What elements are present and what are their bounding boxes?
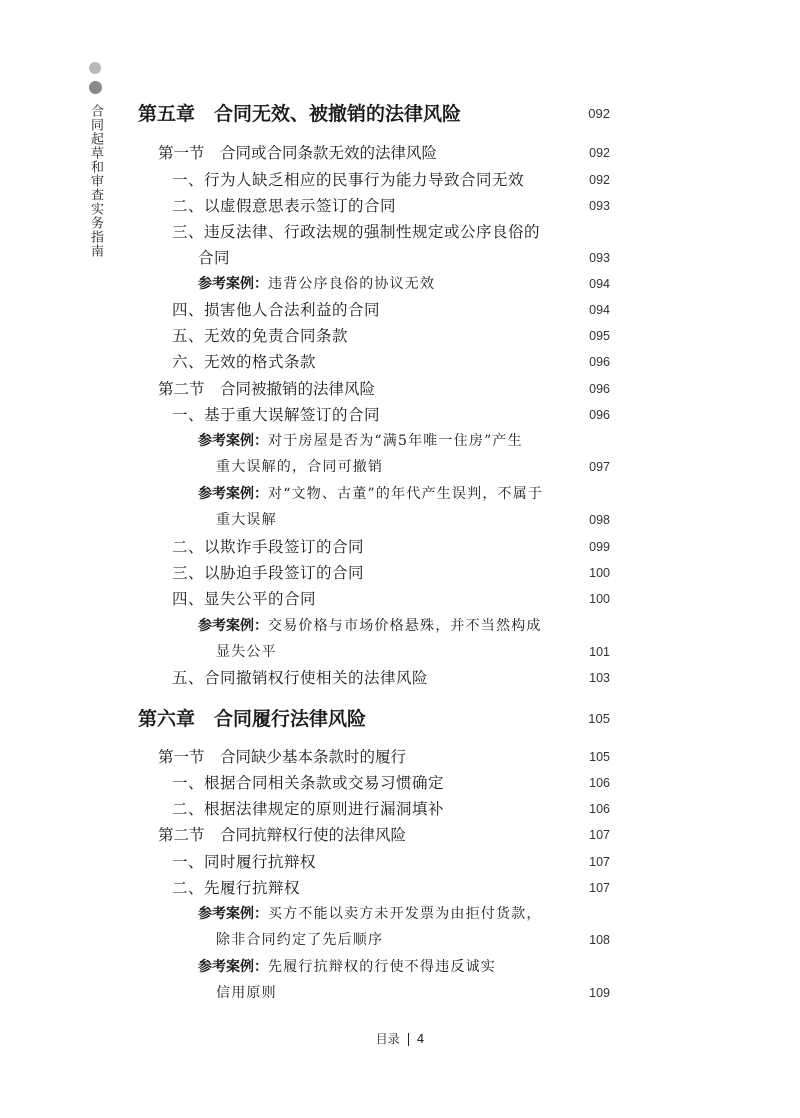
toc-entry-title: 四、显失公平的合同 [172, 590, 317, 608]
case-label: 参考案例： [198, 433, 268, 449]
toc-entry-item[interactable] [0, 586, 800, 612]
case-label: 参考案例： [198, 618, 268, 634]
toc-entry-chapter[interactable] [0, 706, 800, 732]
toc-entry-title: 第二节 合同被撤销的法律风险 [158, 380, 376, 398]
toc-entry-casecont[interactable] [0, 507, 800, 533]
toc-entry-item[interactable] [0, 770, 800, 796]
toc-entry-title: 二、以欺诈手段签订的合同 [172, 538, 365, 556]
toc-entry-case[interactable] [0, 271, 800, 297]
toc-page-number: 094 [589, 277, 610, 291]
toc-entry-title [198, 954, 496, 980]
toc-page-number: 101 [589, 645, 610, 659]
toc-entry-title: 第六章 合同履行法律风险 [138, 708, 367, 730]
toc-page-number: 100 [589, 592, 610, 606]
toc-entry-case[interactable] [0, 428, 800, 454]
toc-entry-item[interactable] [0, 167, 800, 193]
toc-entry-case[interactable] [0, 613, 800, 639]
toc-entry-title [198, 271, 435, 297]
toc-entry-title: 重大误解的，合同可撤销 [216, 459, 384, 475]
toc-page-number: 105 [589, 750, 610, 764]
toc-entry-title [198, 481, 543, 507]
toc-page-number: 092 [589, 173, 610, 187]
case-label: 参考案例： [198, 959, 268, 975]
toc-page-number: 092 [589, 146, 610, 160]
toc-entry-title: 合同 [198, 249, 231, 267]
toc-page-number: 095 [589, 329, 610, 343]
footer-divider [408, 1033, 409, 1046]
case-title: 对于房屋是否为“满5年唯一住房”产生 [268, 433, 523, 449]
toc-entry-item[interactable] [0, 219, 800, 245]
toc-page-number: 107 [589, 881, 610, 895]
toc-page-number: 109 [589, 986, 610, 1000]
toc-page-number: 098 [589, 513, 610, 527]
toc-entry-case[interactable] [0, 901, 800, 927]
toc-entry-title [198, 613, 542, 639]
toc-entry-item[interactable] [0, 665, 800, 691]
case-label: 参考案例： [198, 276, 268, 292]
toc-entry-chapter[interactable] [0, 101, 800, 127]
toc-entry-section[interactable] [0, 376, 800, 402]
toc-entry-section[interactable] [0, 140, 800, 166]
toc-entry-title: 二、根据法律规定的原则进行漏洞填补 [172, 800, 445, 818]
toc-entry-title [198, 428, 523, 454]
case-title: 买方不能以卖方未开发票为由拒付货款， [268, 906, 542, 922]
toc-entry-title: 三、违反法律、行政法规的强制性规定或公序良俗的 [172, 223, 541, 241]
toc-entry-item[interactable] [0, 349, 800, 375]
toc-entry-casecont[interactable] [0, 980, 800, 1006]
toc-entry-title: 五、无效的免责合同条款 [172, 327, 349, 345]
toc-entry-title: 第二节 合同抗辩权行使的法律风险 [158, 826, 407, 844]
toc-entry-casecont[interactable] [0, 927, 800, 953]
toc-page-number: 107 [589, 828, 610, 842]
case-title: 交易价格与市场价格悬殊，并不当然构成 [268, 618, 542, 634]
toc-page-number: 100 [589, 566, 610, 580]
toc-page-number: 092 [588, 106, 610, 121]
case-label: 参考案例： [198, 906, 268, 922]
toc-entry-title: 二、以虚假意思表示签订的合同 [172, 197, 397, 215]
toc-entry-title: 除非合同约定了先后顺序 [216, 932, 384, 948]
toc-entry-section[interactable] [0, 822, 800, 848]
toc-page-number: 094 [589, 303, 610, 317]
book-title-vertical: 合同起草和审查实务指南 [88, 104, 103, 258]
toc-entry-title: 显失公平 [216, 644, 277, 660]
toc-page-number: 103 [589, 671, 610, 685]
footer-page-number: 4 [416, 1032, 425, 1046]
toc-entry-item[interactable] [0, 560, 800, 586]
toc-entry-title [198, 901, 542, 927]
toc-entry-case[interactable] [0, 954, 800, 980]
toc-entry-title: 三、以胁迫手段签订的合同 [172, 564, 365, 582]
toc-page-number: 106 [589, 802, 610, 816]
case-title: 先履行抗辩权的行使不得违反诚实 [268, 959, 496, 975]
case-title: 对“文物、古董”的年代产生误判，不属于 [268, 486, 544, 502]
toc-entry-item[interactable] [0, 875, 800, 901]
toc-page-number: 093 [589, 251, 610, 265]
toc-entry-title: 第一节 合同缺少基本条款时的履行 [158, 748, 407, 766]
toc-entry-section[interactable] [0, 744, 800, 770]
footer-label: 目录 [375, 1032, 400, 1046]
toc-page-number: 093 [589, 199, 610, 213]
toc-entry-item[interactable] [0, 323, 800, 349]
toc-entry-title: 二、先履行抗辩权 [172, 879, 301, 897]
toc-entry-title: 信用原则 [216, 985, 277, 1001]
toc-entry-title: 第一节 合同或合同条款无效的法律风险 [158, 144, 438, 162]
toc-entry-cont[interactable] [0, 245, 800, 271]
toc-entry-title: 一、行为人缺乏相应的民事行为能力导致合同无效 [172, 171, 525, 189]
toc-page-number: 099 [589, 540, 610, 554]
toc-entry-casecont[interactable] [0, 454, 800, 480]
toc-entry-title: 第五章 合同无效、被撤销的法律风险 [138, 103, 462, 125]
toc-entry-title: 五、合同撤销权行使相关的法律风险 [172, 669, 429, 687]
page-footer [0, 1030, 800, 1047]
toc-entry-item[interactable] [0, 402, 800, 428]
toc-page-number: 097 [589, 460, 610, 474]
toc-entry-casecont[interactable] [0, 639, 800, 665]
toc-entry-title: 重大误解 [216, 512, 277, 528]
toc-entry-item[interactable] [0, 849, 800, 875]
toc-entry-title: 一、基于重大误解签订的合同 [172, 406, 381, 424]
toc-page-number: 108 [589, 933, 610, 947]
toc-entry-item[interactable] [0, 796, 800, 822]
toc-page-number: 105 [588, 711, 610, 726]
toc-entry-title: 六、无效的格式条款 [172, 353, 317, 371]
toc-entry-item[interactable] [0, 193, 800, 219]
toc-entry-title: 一、根据合同相关条款或交易习惯确定 [172, 774, 445, 792]
toc-entry-item[interactable] [0, 297, 800, 323]
case-label: 参考案例： [198, 486, 268, 502]
toc-page-number: 106 [589, 776, 610, 790]
case-title: 违背公序良俗的协议无效 [268, 276, 436, 292]
toc-page-number: 096 [589, 382, 610, 396]
toc-page-number: 096 [589, 408, 610, 422]
toc-entry-title: 四、损害他人合法利益的合同 [172, 301, 381, 319]
toc-entry-item[interactable] [0, 534, 800, 560]
toc-entry-case[interactable] [0, 481, 800, 507]
toc-page-number: 107 [589, 855, 610, 869]
toc-page-number: 096 [589, 355, 610, 369]
toc-entry-title: 一、同时履行抗辩权 [172, 853, 317, 871]
